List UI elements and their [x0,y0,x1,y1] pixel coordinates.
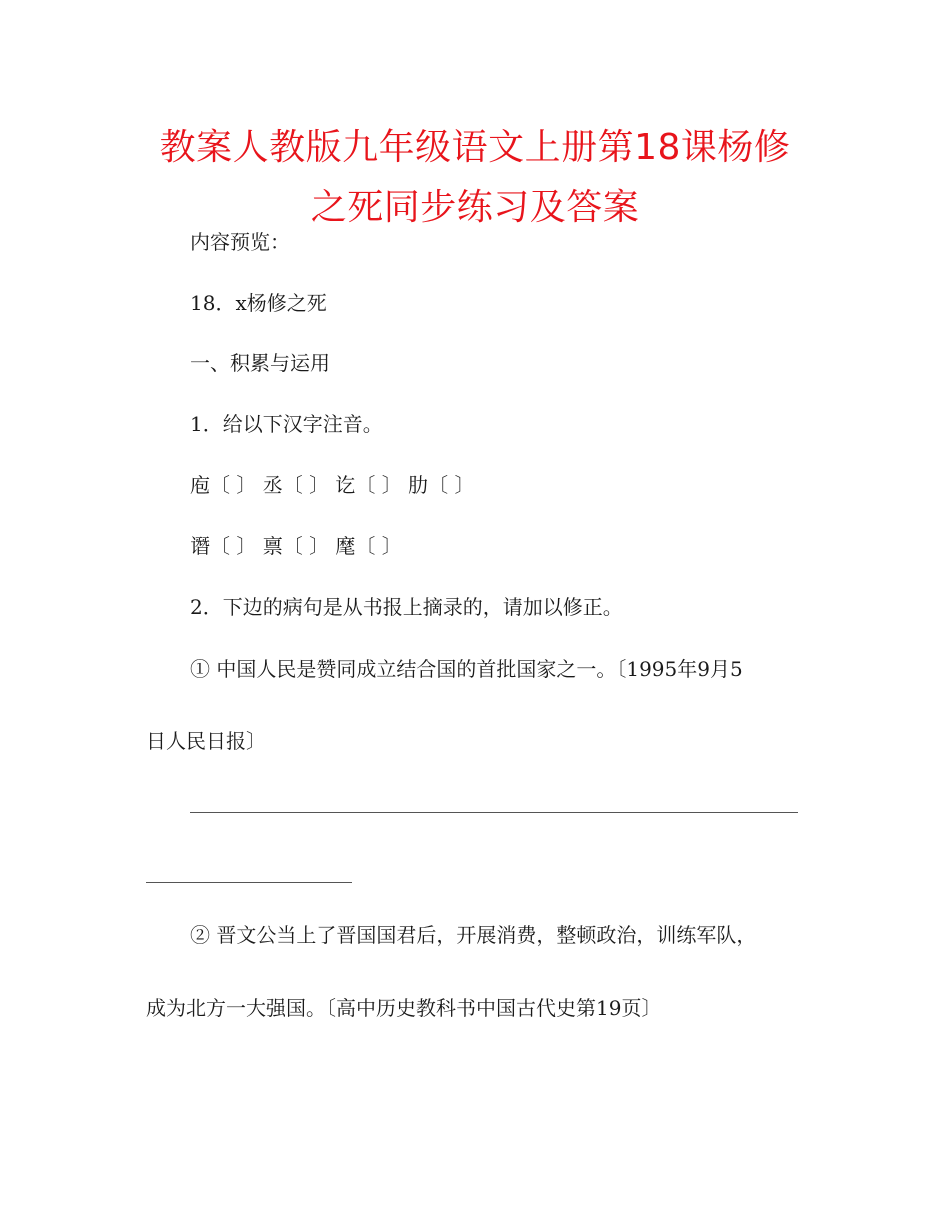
lesson-heading: 18．x杨修之死 [190,291,327,315]
question-1-row-2: 谮〔 〕 禀〔 〕 麾〔 〕 [190,534,402,558]
answer-blank-line-1[interactable] [190,812,798,813]
section-heading: 一、积累与运用 [190,351,330,375]
title-line-2: 之死同步练习及答案 [310,187,640,228]
question-2: 2．下边的病句是从书报上摘录的，请加以修正。 [190,595,623,619]
answer-blank-line-2[interactable] [146,882,352,883]
title-line-1: 教案人教版九年级语文上册第18课杨修 [159,127,791,168]
question-2-item-2: ② 晋文公当上了晋国国君后，开展消费，整顿政治，训练军队， [190,923,757,947]
question-2-item-1-continued: 日人民日报〕 [146,729,266,753]
question-2-item-2-continued: 成为北方一大强国。〔高中历史教科书中国古代史第19页〕 [146,996,662,1020]
question-2-item-1: ① 中国人民是赞同成立结合国的首批国家之一。〔1995年9月5 [190,657,743,681]
question-1: 1．给以下汉字注音。 [190,412,383,436]
question-1-row-1: 庖〔 〕 丞〔 〕 讫〔 〕 肋〔 〕 [190,473,475,497]
document-title [120,118,830,238]
preview-label: 内容预览： [190,230,290,254]
